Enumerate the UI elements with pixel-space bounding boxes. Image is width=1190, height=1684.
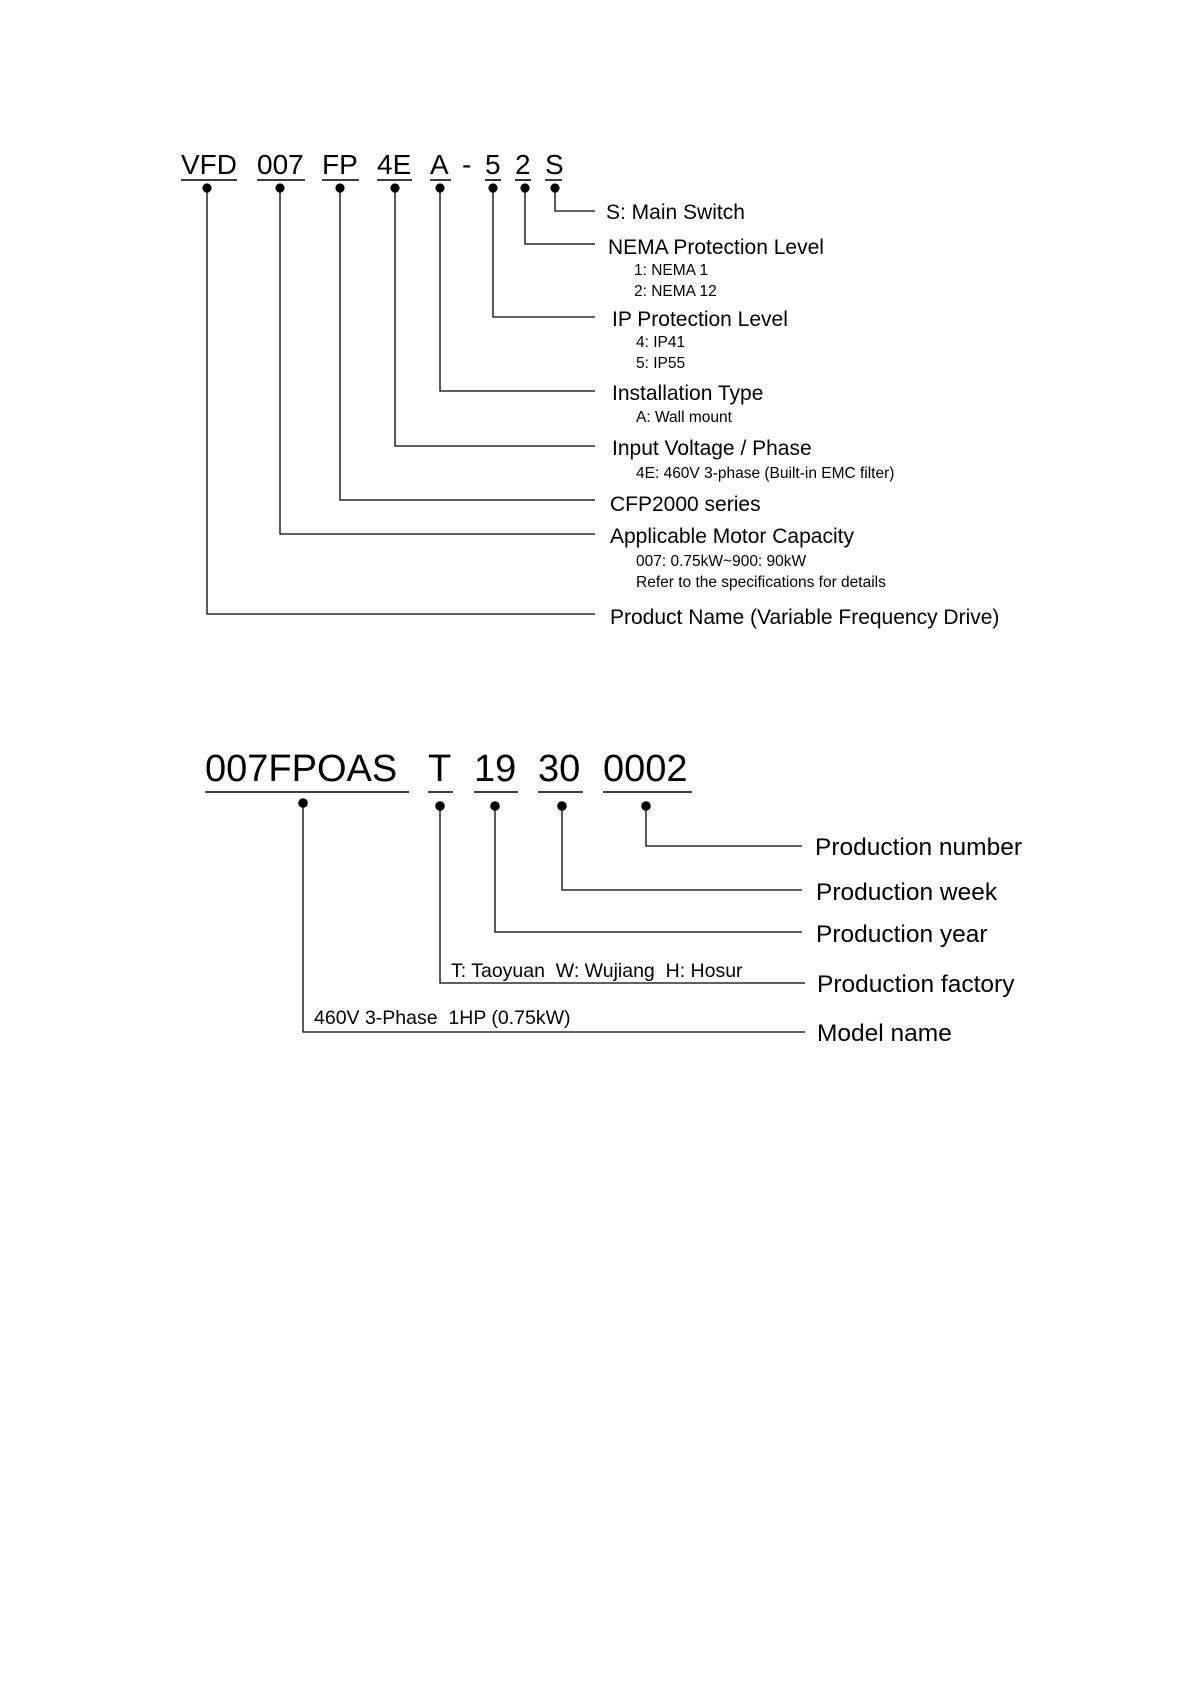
serial-label-factory: Production factory: [817, 971, 1015, 998]
serial-connector-number: [646, 806, 802, 846]
label-ip: IP Protection Level: [612, 308, 788, 331]
serial-segment-factory: T: [428, 748, 452, 790]
serial-code-labels: [314, 834, 1022, 1047]
connector-product: [207, 188, 595, 614]
segment-nema: 2: [515, 149, 531, 180]
serial-code-segments: [205, 748, 688, 790]
label-nema-option-1: 1: NEMA 1: [634, 262, 709, 279]
label-voltage-option-1: 4E: 460V 3-phase (Built-in EMC filter): [636, 465, 895, 482]
serial-connector-year: [495, 806, 802, 932]
serial-code-connectors: [303, 803, 805, 1032]
serial-segment-week: 30: [538, 748, 581, 790]
serial-note-model: 460V 3-Phase 1HP (0.75kW): [314, 1007, 571, 1029]
label-install: Installation Type: [612, 382, 764, 405]
label-capacity-note: Refer to the specifications for details: [636, 574, 886, 591]
model-code-labels: [606, 201, 999, 629]
segment-ip: 5: [485, 149, 501, 180]
serial-label-model: Model name: [817, 1020, 952, 1047]
serial-label-number: Production number: [815, 834, 1023, 861]
connector-switch: [555, 188, 595, 211]
segment-capacity: 007: [257, 149, 304, 180]
serial-connector-model: [303, 803, 805, 1032]
segment-install: A: [430, 149, 449, 180]
segment-vfd: VFD: [181, 149, 237, 180]
serial-note-factory: T: Taoyuan W: Wujiang H: Hosur: [451, 960, 743, 982]
connector-nema: [525, 188, 595, 244]
serial-code-dots: [298, 798, 651, 811]
segment-switch: S: [545, 149, 564, 180]
connector-install: [440, 188, 595, 391]
segment-voltage: 4E: [377, 149, 412, 180]
label-ip-option-1: 4: IP41: [636, 334, 686, 351]
label-install-option-1: A: Wall mount: [636, 409, 732, 426]
model-code-dots: [202, 183, 559, 192]
model-code-segments: [181, 149, 564, 180]
segment-dash: -: [462, 149, 472, 180]
label-voltage: Input Voltage / Phase: [612, 437, 812, 460]
connector-series: [340, 188, 595, 500]
serial-segment-number: 0002: [603, 748, 688, 790]
label-product: Product Name (Variable Frequency Drive): [610, 606, 1000, 629]
label-capacity-range: 007: 0.75kW~900: 90kW: [636, 553, 807, 570]
serial-connector-week: [562, 806, 802, 890]
label-main-switch: S: Main Switch: [606, 201, 745, 224]
model-code-connectors: [207, 188, 595, 614]
serial-segment-year: 19: [474, 748, 517, 790]
serial-label-week: Production week: [816, 879, 998, 906]
connector-capacity: [280, 188, 595, 534]
label-series: CFP2000 series: [610, 493, 761, 516]
label-capacity: Applicable Motor Capacity: [610, 525, 854, 548]
serial-segment-model: 007FPOAS: [205, 748, 398, 790]
serial-label-year: Production year: [816, 921, 988, 948]
segment-series: FP: [322, 149, 358, 180]
label-ip-option-2: 5: IP55: [636, 355, 686, 372]
connector-ip: [493, 188, 595, 317]
label-nema-option-2: 2: NEMA 12: [634, 283, 717, 300]
label-nema: NEMA Protection Level: [608, 236, 824, 259]
